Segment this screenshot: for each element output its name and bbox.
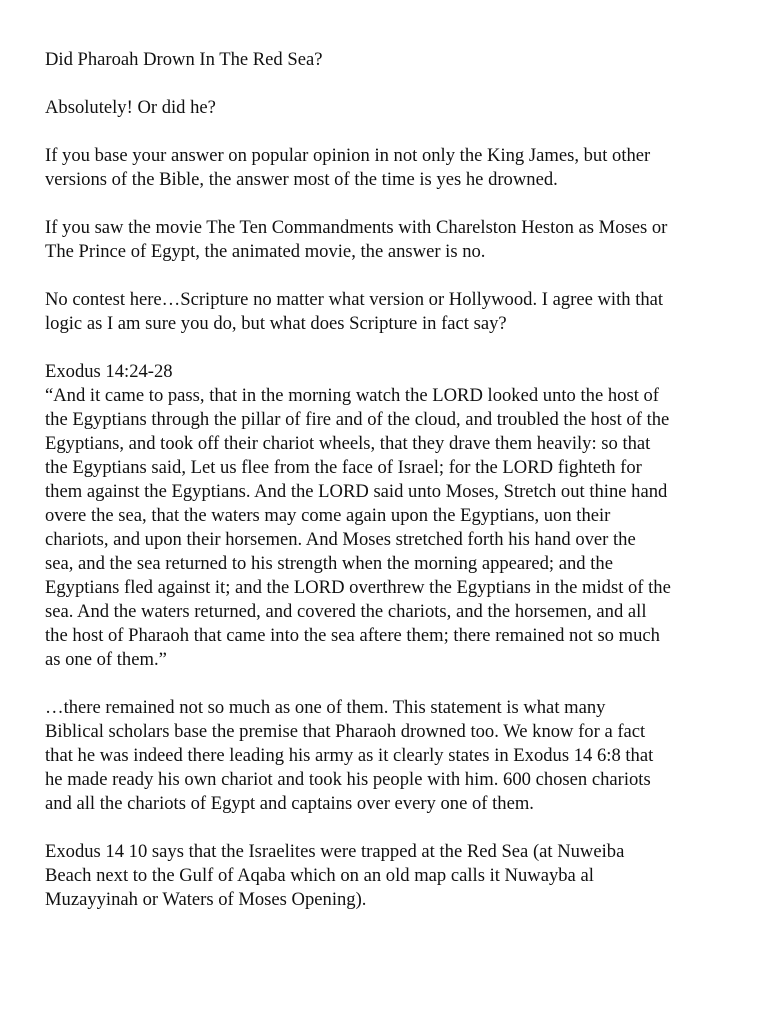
document-title: Did Pharoah Drown In The Red Sea?	[45, 49, 323, 70]
paragraph-exodus-quote: Exodus 14:24-28 “And it came to pass, that in the morning watch the LORD looked unto the host of the Egyptians through the pillar of fire and of the cloud, and troubled the host of the Egyptians, and took off their chariot wheels, that they drave them heavily: so that the Egyptians said, Let us flee from the face of Israel; for the LORD fighteth for them against the Egyptians. And the LORD said unto Moses, Stretch out thine hand overe the sea, that the waters may come again upon the Egyptians, uon their chariots, and upon their horsemen. And Moses stretched forth his hand over the sea, and the sea returned to his strength when the morning appeared; and the Egyptians fled against it; and the LORD overthrew the Egyptians in the midst of the sea. And the waters returned, and covered the chariots, and the horsemen, and all the host of Pharaoh that came into the sea aftere them; there remained not so much as one of them.”	[45, 361, 671, 670]
paragraph-scholars: …there remained not so much as one of them. This statement is what many Biblical scholars base the premise that Pharaoh drowned too. We know for a fact that he was indeed there leading his army as it clearly states in Exodus 14 6:8 that he made ready his own chariot and took his people with him. 600 chosen chariots and all the chariots of Egypt and captains over every one of them.	[45, 697, 654, 814]
document-body	[45, 48, 735, 912]
paragraph-popular-opinion: If you base your answer on popular opinion in not only the King James, but other versions of the Bible, the answer most of the time is yes he drowned.	[45, 145, 651, 190]
paragraph-movies: If you saw the movie The Ten Commandments with Charelston Heston as Moses or The Prince of Egypt, the animated movie, the answer is no.	[45, 217, 668, 262]
paragraph-intro-answer: Absolutely! Or did he?	[45, 97, 216, 118]
paragraph-no-contest: No contest here…Scripture no matter what version or Hollywood. I agree with that logic as I am sure you do, but what does Scripture in fact say?	[45, 289, 664, 334]
paragraph-nuweiba: Exodus 14 10 says that the Israelites were trapped at the Red Sea (at Nuweiba Beach next to the Gulf of Aqaba which on an old map calls it Nuwayba al Muzayyinah or Waters of Moses Opening).	[45, 841, 625, 910]
